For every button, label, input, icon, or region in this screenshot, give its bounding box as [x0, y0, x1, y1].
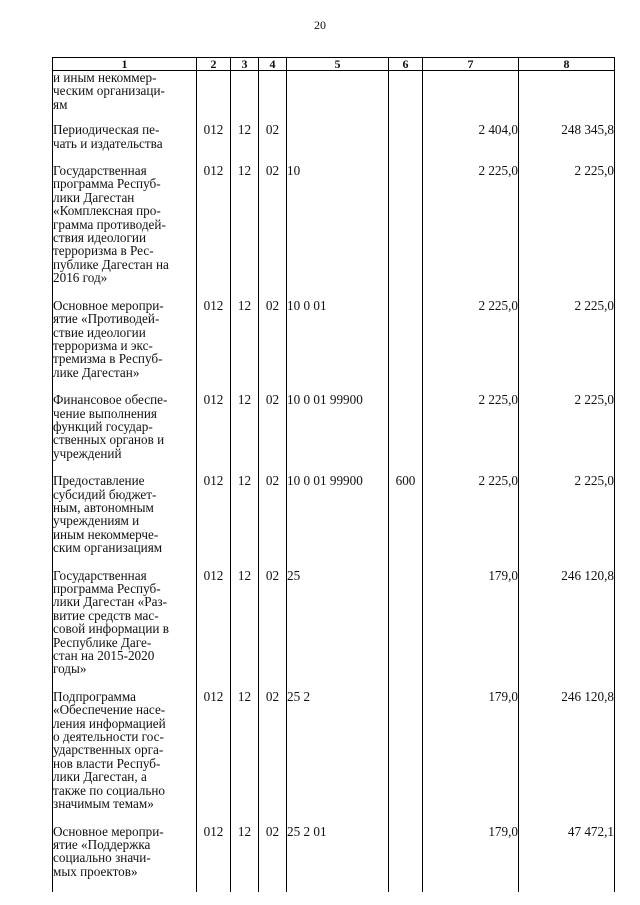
budget-code-cell: 012	[197, 690, 231, 825]
row-name-cell: Периодическая пе- чать и издательства	[53, 123, 197, 164]
target-article-cell	[287, 71, 389, 124]
row-name-cell: Государственная программа Респуб- лики Дагестан «Раз- витие средств мас- совой информации в Республике Даге- стан на 2015-2020 годы»	[53, 569, 197, 690]
table-row	[53, 393, 615, 474]
table-row	[53, 299, 615, 393]
table-header-row	[53, 58, 615, 71]
amount-total-cell: 2 225,0	[519, 474, 615, 568]
row-name-cell: Основное меропри- ятие «Противодей- ствие идеологии терроризма и экс- тремизма в Респуб- лике Дагестан»	[53, 299, 197, 393]
target-article-cell: 25 2 01	[287, 825, 389, 893]
col-header-7: 7	[423, 58, 519, 71]
target-article-cell: 10 0 01 99900	[287, 474, 389, 568]
col-header-5: 5	[287, 58, 389, 71]
budget-code-cell: 012	[197, 825, 231, 893]
budget-code-cell: 012	[197, 299, 231, 393]
target-article-cell: 25 2	[287, 690, 389, 825]
subsection-cell: 02	[259, 569, 287, 690]
budget-code-cell: 012	[197, 393, 231, 474]
amount-total-cell	[519, 71, 615, 124]
amount-total-cell: 2 225,0	[519, 393, 615, 474]
amount-total-cell: 248 345,8	[519, 123, 615, 164]
row-name-cell: Предоставление субсидий бюджет- ным, автономным учреждениям и иным некоммерче- ским организациям	[53, 474, 197, 568]
col-header-3: 3	[231, 58, 259, 71]
budget-code-cell: 012	[197, 569, 231, 690]
section-cell: 12	[231, 123, 259, 164]
target-article-cell: 25	[287, 569, 389, 690]
table-row	[53, 569, 615, 690]
table-row	[53, 71, 615, 124]
subsection-cell: 02	[259, 164, 287, 299]
expense-type-cell	[389, 690, 423, 825]
row-name-cell: Финансовое обеспе- чение выполнения функций государ- ственных органов и учреждений	[53, 393, 197, 474]
table-row	[53, 690, 615, 825]
table-row	[53, 164, 615, 299]
amount-2016-cell: 179,0	[423, 690, 519, 825]
subsection-cell: 02	[259, 474, 287, 568]
target-article-cell	[287, 123, 389, 164]
col-header-6: 6	[389, 58, 423, 71]
expense-type-cell	[389, 825, 423, 893]
amount-2016-cell	[423, 71, 519, 124]
budget-code-cell: 012	[197, 474, 231, 568]
expense-type-cell	[389, 123, 423, 164]
row-name-cell: Основное меропри- ятие «Поддержка социально значи- мых проектов»	[53, 825, 197, 893]
amount-total-cell: 2 225,0	[519, 164, 615, 299]
subsection-cell	[259, 71, 287, 124]
subsection-cell: 02	[259, 825, 287, 893]
amount-total-cell: 246 120,8	[519, 569, 615, 690]
table-body	[53, 71, 615, 893]
section-cell: 12	[231, 393, 259, 474]
amount-total-cell: 246 120,8	[519, 690, 615, 825]
subsection-cell: 02	[259, 393, 287, 474]
section-cell: 12	[231, 164, 259, 299]
amount-2016-cell: 2 404,0	[423, 123, 519, 164]
section-cell: 12	[231, 825, 259, 893]
budget-code-cell: 012	[197, 164, 231, 299]
col-header-2: 2	[197, 58, 231, 71]
expense-type-cell	[389, 393, 423, 474]
section-cell: 12	[231, 299, 259, 393]
section-cell: 12	[231, 569, 259, 690]
page-number: 20	[314, 18, 326, 32]
section-cell	[231, 71, 259, 124]
amount-2016-cell: 179,0	[423, 569, 519, 690]
expense-type-cell	[389, 299, 423, 393]
col-header-4: 4	[259, 58, 287, 71]
budget-code-cell: 012	[197, 123, 231, 164]
amount-2016-cell: 179,0	[423, 825, 519, 893]
budget-table	[52, 57, 615, 892]
row-name-cell: и иным некоммер- ческим организаци- ям	[53, 71, 197, 124]
table-row	[53, 474, 615, 568]
subsection-cell: 02	[259, 123, 287, 164]
table-row	[53, 825, 615, 893]
expense-type-cell	[389, 71, 423, 124]
table-row	[53, 123, 615, 164]
amount-2016-cell: 2 225,0	[423, 164, 519, 299]
row-name-cell: Подпрограмма «Обеспечение насе- ления информацией о деятельности гос- ударственных орга- нов власти Респуб- лики Дагестан, а также по социально значимым темам»	[53, 690, 197, 825]
target-article-cell: 10	[287, 164, 389, 299]
section-cell: 12	[231, 474, 259, 568]
amount-total-cell: 47 472,1	[519, 825, 615, 893]
col-header-1: 1	[53, 58, 197, 71]
amount-2016-cell: 2 225,0	[423, 299, 519, 393]
budget-code-cell	[197, 71, 231, 124]
expense-type-cell	[389, 164, 423, 299]
expense-type-cell: 600	[389, 474, 423, 568]
subsection-cell: 02	[259, 690, 287, 825]
row-name-cell: Государственная программа Респуб- лики Дагестан «Комплексная про- грамма противодей- ствия идеологии терроризма в Рес- публике Дагестан на 2016 год»	[53, 164, 197, 299]
expense-type-cell	[389, 569, 423, 690]
target-article-cell: 10 0 01 99900	[287, 393, 389, 474]
amount-2016-cell: 2 225,0	[423, 393, 519, 474]
subsection-cell: 02	[259, 299, 287, 393]
amount-total-cell: 2 225,0	[519, 299, 615, 393]
section-cell: 12	[231, 690, 259, 825]
amount-2016-cell: 2 225,0	[423, 474, 519, 568]
col-header-8: 8	[519, 58, 615, 71]
target-article-cell: 10 0 01	[287, 299, 389, 393]
